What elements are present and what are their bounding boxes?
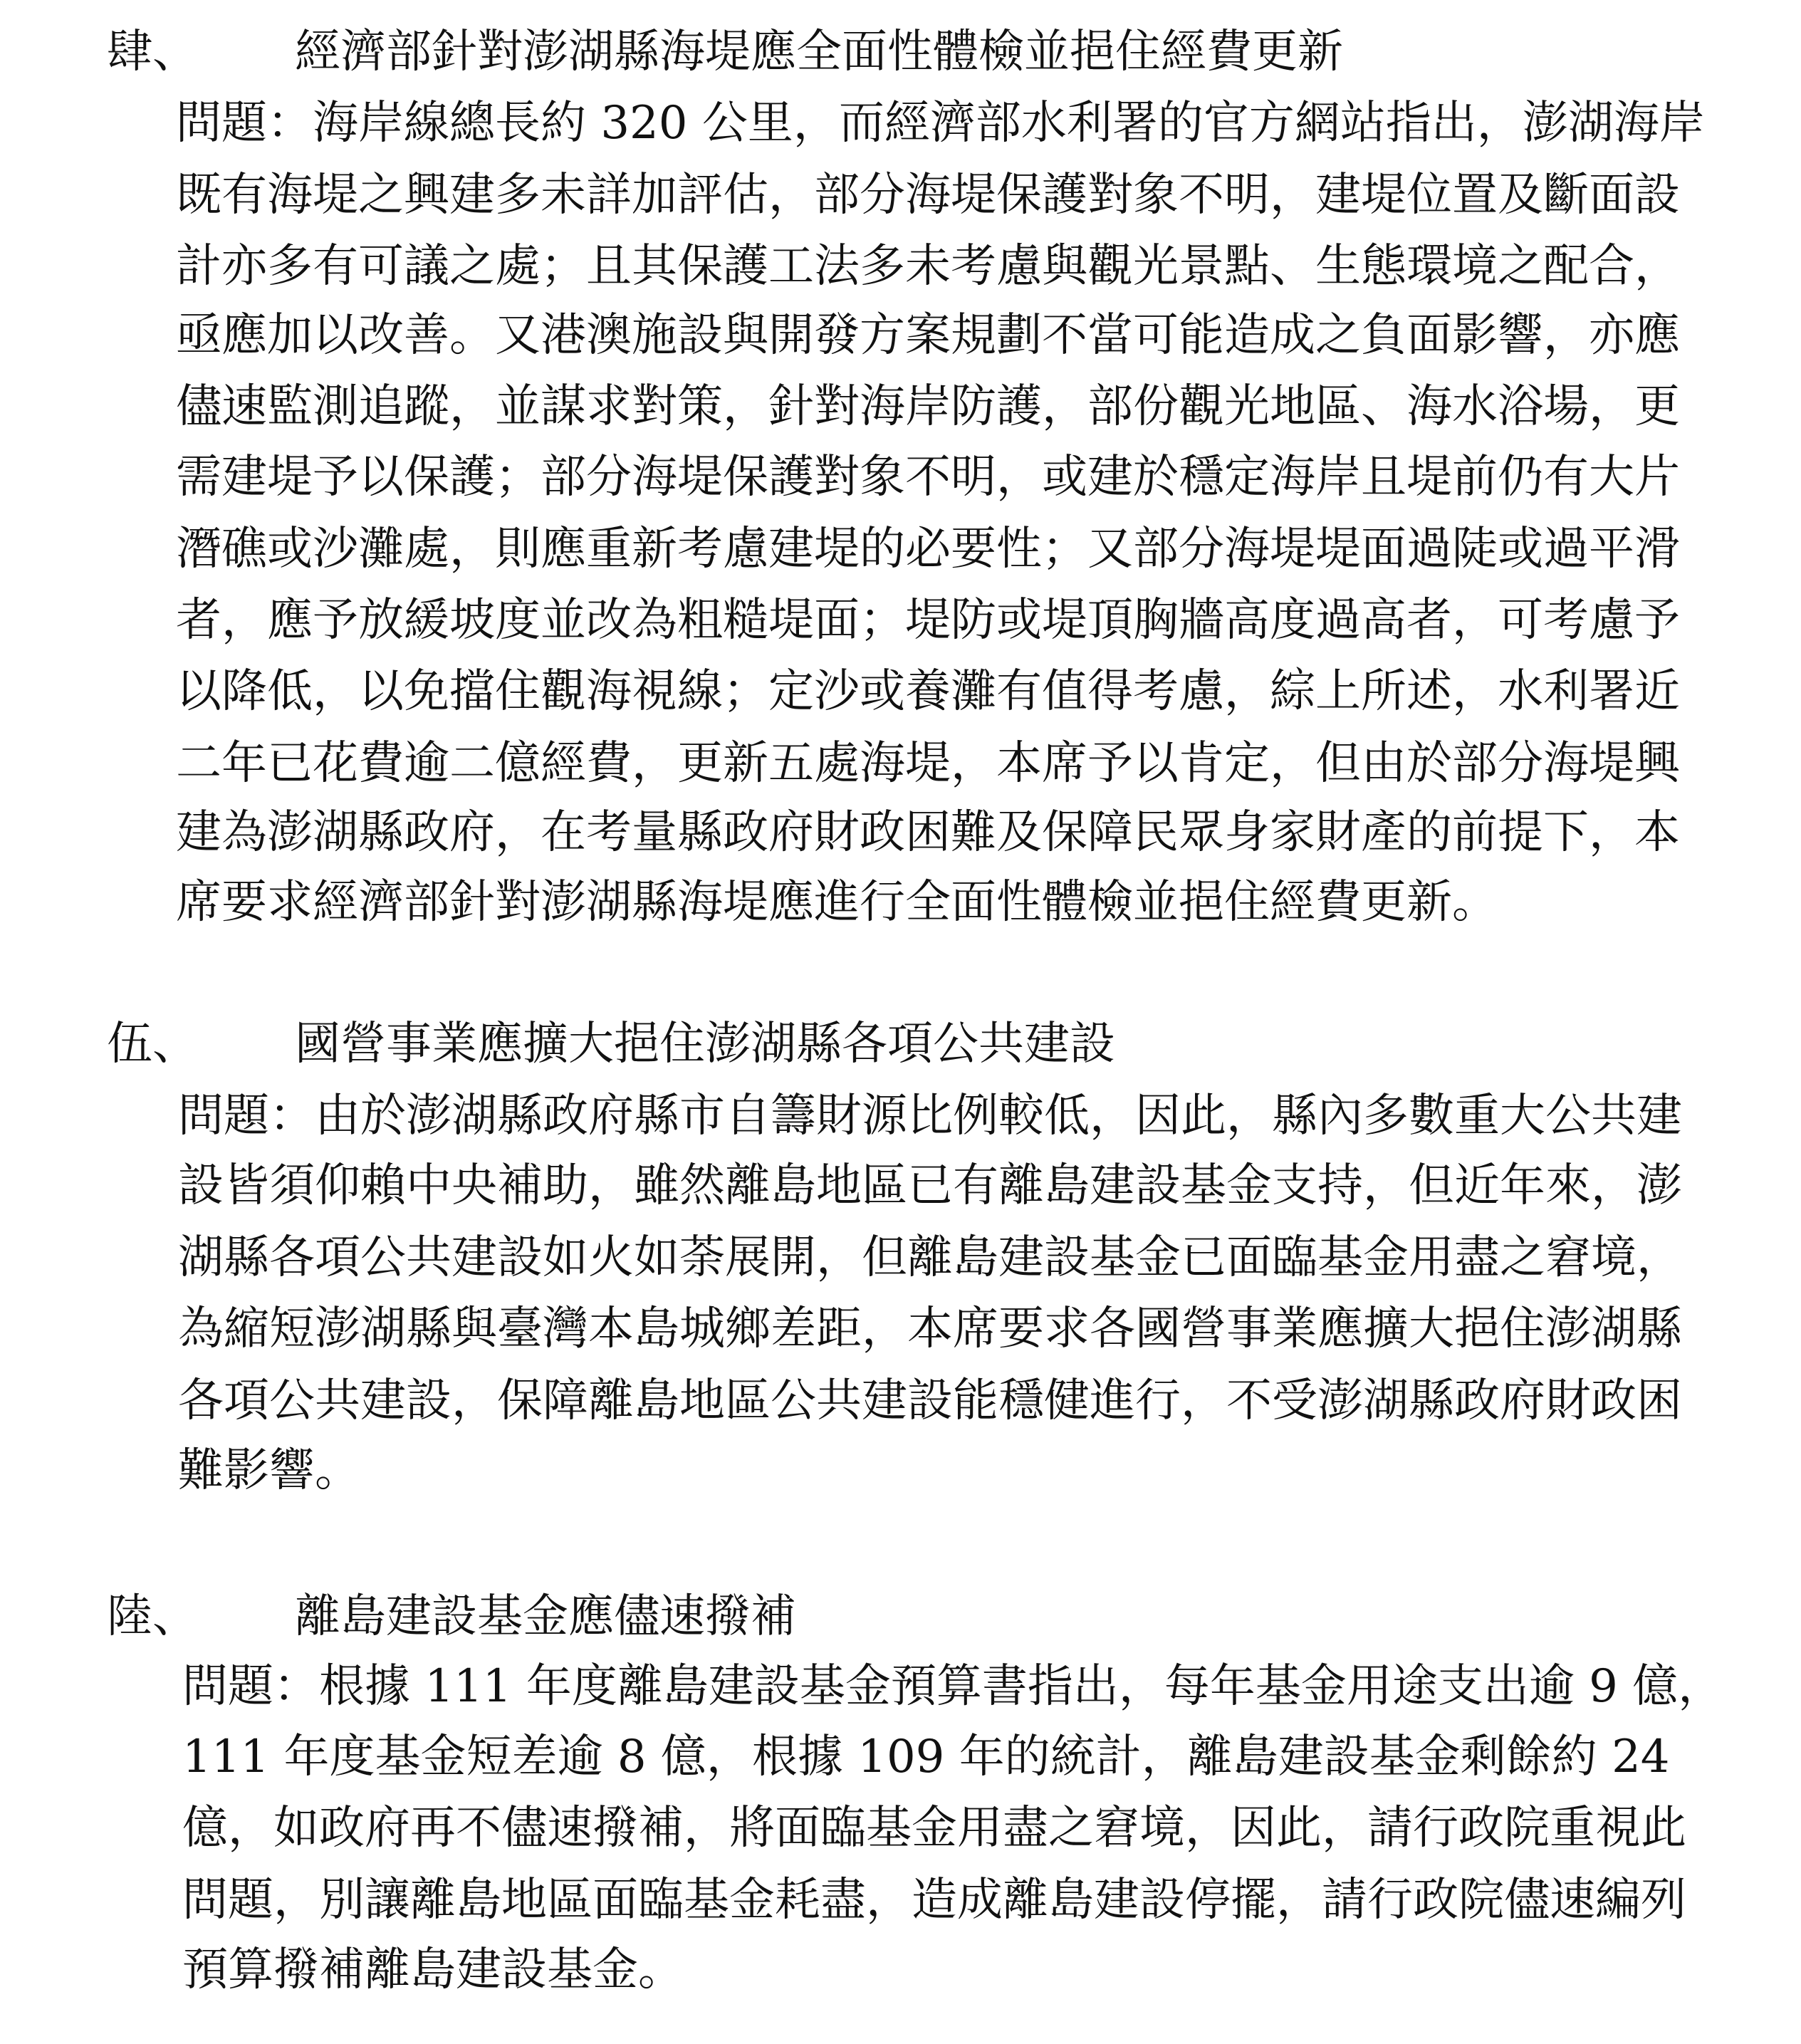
section-6-numeral: 陸、	[107, 1590, 198, 1643]
section-6-title: 離島建設基金應儘速撥補	[295, 1590, 796, 1643]
section-4-line: 潛礁或沙灘處，則應重新考慮建堤的必要性；又部分海堤堤面過陡或過平滑	[176, 523, 1680, 575]
section-5-line: 各項公共建設，保障離島地區公共建設能穩健進行，不受澎湖縣政府財政困	[178, 1375, 1682, 1427]
section-4-line: 既有海堤之興建多未詳加評估，部分海堤保護對象不明，建堤位置及斷面設	[176, 169, 1680, 221]
section-4-line: 亟應加以改善。又港澳施設與開發方案規劃不當可能造成之負面影響，亦應	[176, 309, 1680, 362]
section-5-numeral: 伍、	[107, 1018, 198, 1070]
section-4-line: 者，應予放緩坡度並改為粗糙堤面；堤防或堤頂胸牆高度過高者，可考慮予	[176, 594, 1680, 647]
section-6-line: 問題，別讓離島地區面臨基金耗盡，造成離島建設停擺，請行政院儘速編列	[182, 1874, 1686, 1926]
section-5-line: 設皆須仰賴中央補助，雖然離島地區已有離島建設基金支持，但近年來，澎	[178, 1159, 1682, 1212]
section-4-numeral: 肆、	[107, 26, 198, 78]
section-5-line: 問題：由於澎湖縣政府縣市自籌財源比例較低，因此，縣內多數重大公共建	[178, 1090, 1682, 1142]
section-4-line: 二年已花費逾二億經費，更新五處海堤，本席予以肯定，但由於部分海堤興	[176, 737, 1680, 790]
section-4-line: 需建堤予以保護；部分海堤保護對象不明，或建於穩定海岸且堤前仍有大片	[176, 451, 1680, 504]
section-6-line: 111 年度基金短差逾 8 億，根據 109 年的統計，離島建設基金剩餘約 24	[182, 1731, 1670, 1783]
section-6-line: 億，如政府再不儘速撥補，將面臨基金用盡之窘境，因此，請行政院重視此	[182, 1802, 1686, 1855]
section-4-line: 儘速監測追蹤，並謀求對策，針對海岸防護，部份觀光地區、海水浴場，更	[176, 380, 1680, 433]
section-4-line: 席要求經濟部針對澎湖縣海堤應進行全面性體檢並挹住經費更新。	[176, 876, 1498, 929]
section-4-line: 建為澎湖縣政府，在考量縣政府財政困難及保障民眾身家財產的前提下，本	[176, 806, 1680, 859]
section-5-line: 湖縣各項公共建設如火如荼展開，但離島建設基金已面臨基金用盡之窘境，	[178, 1231, 1682, 1284]
section-4-line: 以降低，以免擋住觀海視線；定沙或養灘有值得考慮，綜上所述，水利署近	[176, 665, 1680, 718]
section-6-line: 問題：根據 111 年度離島建設基金預算書指出，每年基金用途支出逾 9 億，	[182, 1660, 1724, 1713]
section-4-line: 問題：海岸線總長約 320 公里，而經濟部水利署的官方網站指出，澎湖海岸	[176, 97, 1705, 150]
section-6-line: 預算撥補離島建設基金。	[182, 1944, 684, 1996]
section-5-line: 為縮短澎湖縣與臺灣本島城鄉差距，本席要求各國營事業應擴大挹住澎湖縣	[178, 1303, 1682, 1355]
section-4-line: 計亦多有可議之處；且其保護工法多未考慮與觀光景點、生態環境之配合，	[176, 240, 1680, 293]
section-4-title: 經濟部針對澎湖縣海堤應全面性體檢並挹住經費更新	[295, 26, 1343, 78]
section-5-title: 國營事業應擴大挹住澎湖縣各項公共建設	[295, 1018, 1115, 1070]
section-5-line: 難影響。	[178, 1444, 360, 1497]
